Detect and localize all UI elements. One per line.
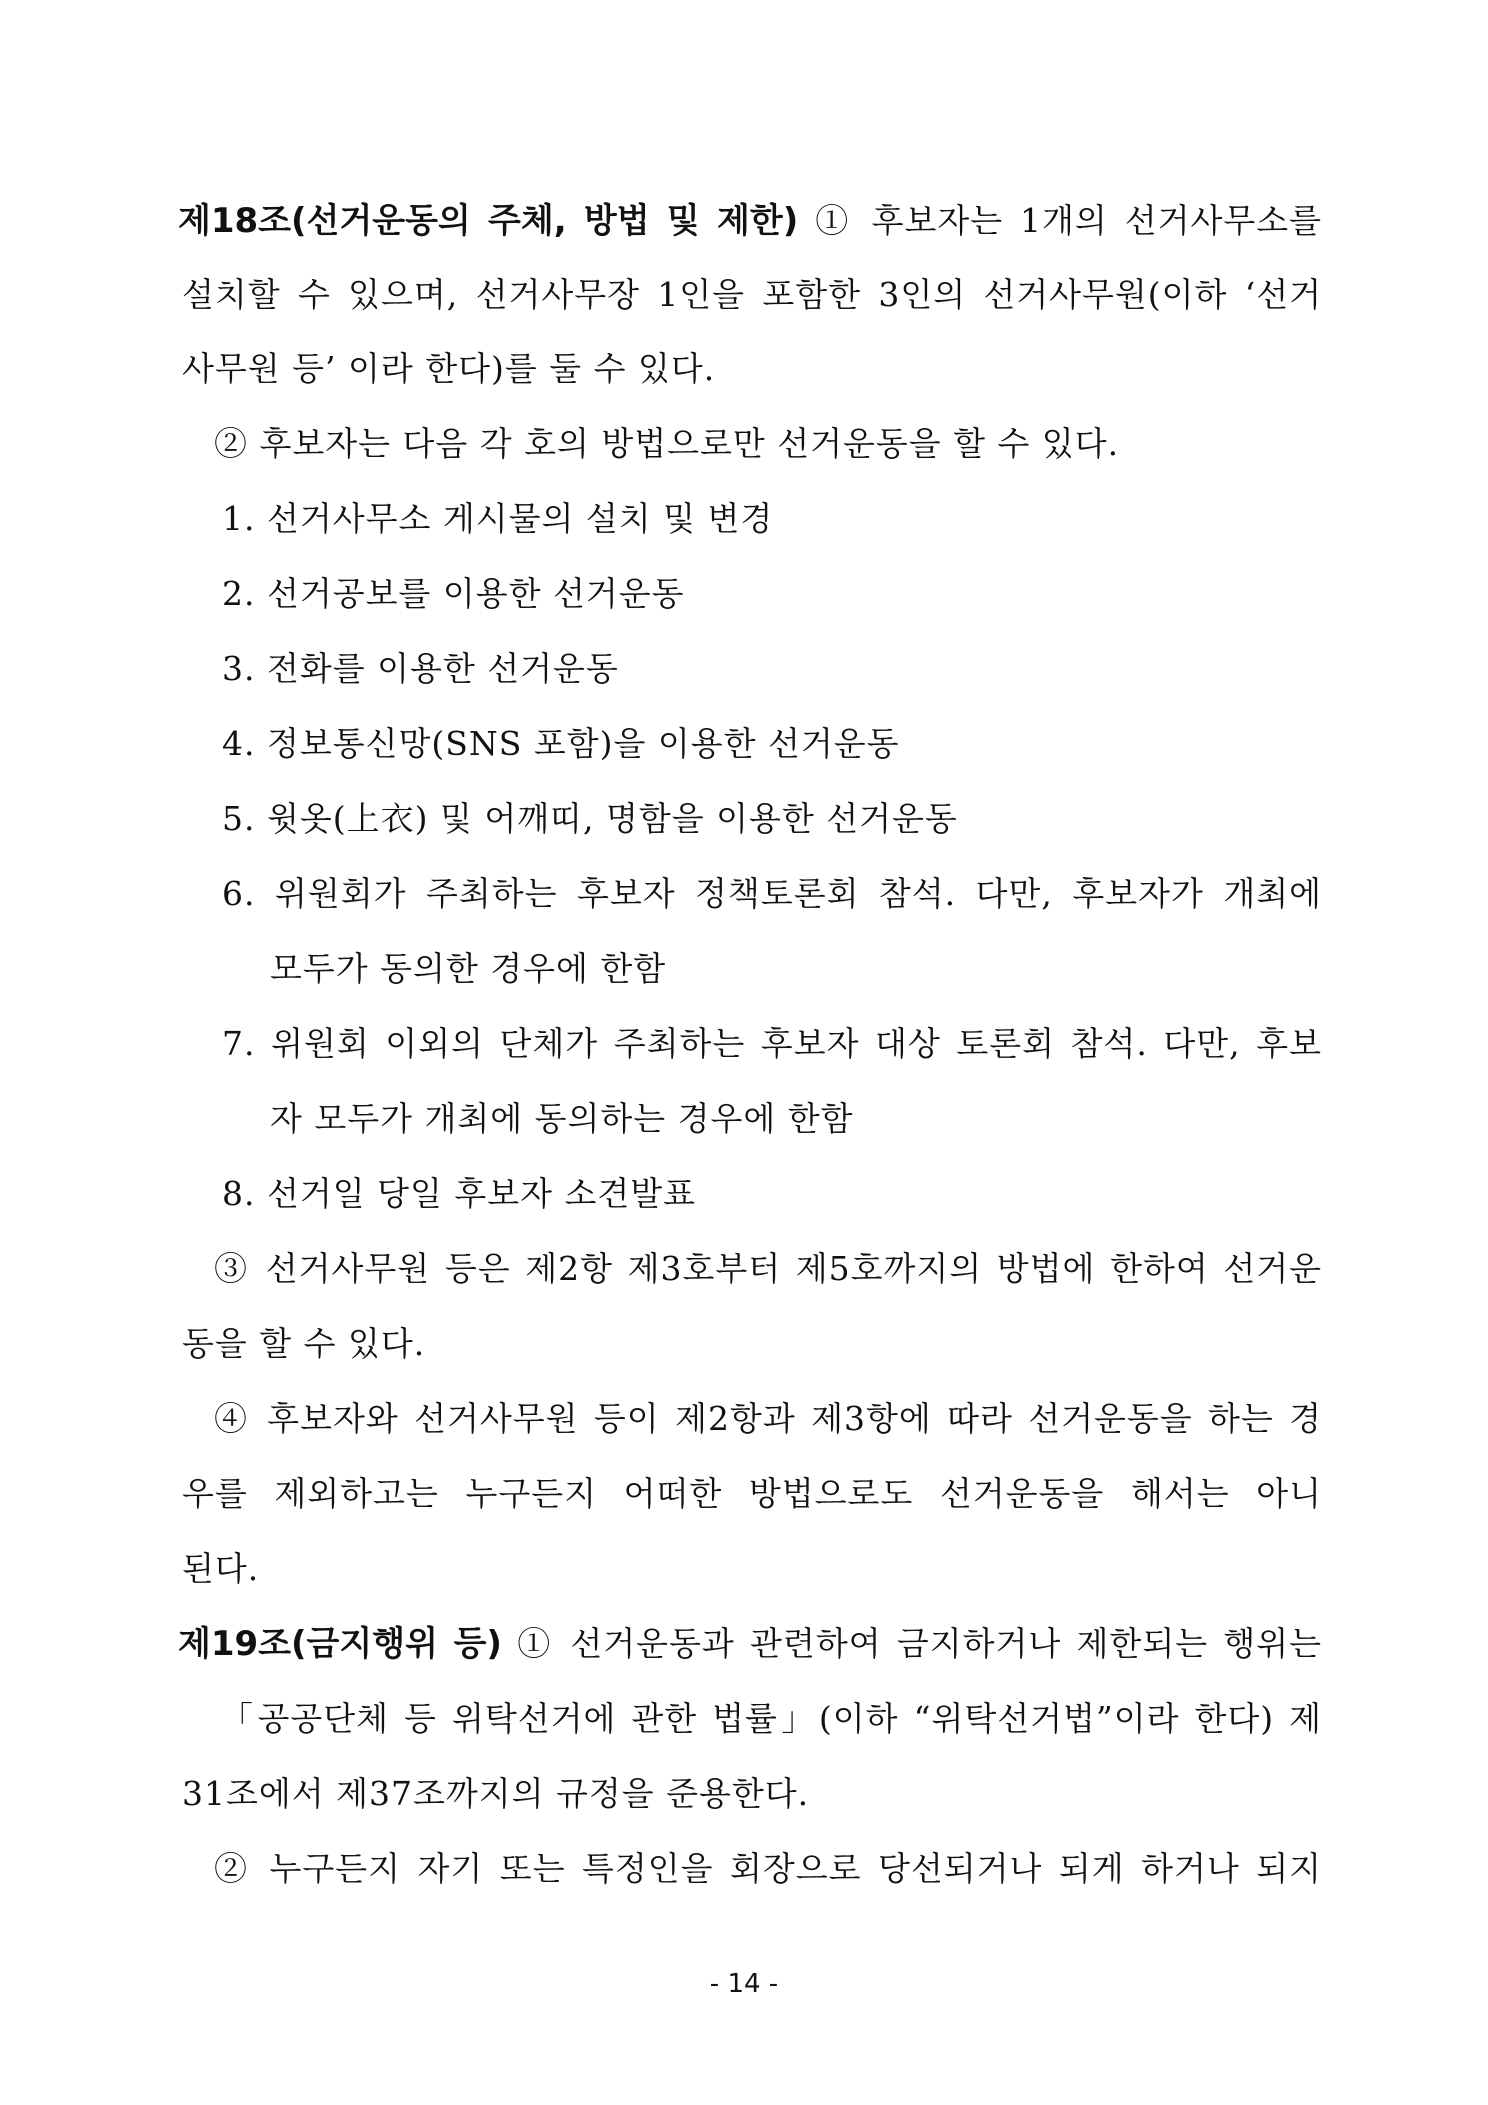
article-18-paragraph-4-line-2: 우를 제외하고는 누구든지 어떠한 방법으로도 선거운동을 해서는 아니 [182, 1474, 1322, 1513]
article-18-heading: 제18조(선거운동의 주체, 방법 및 제한) [178, 201, 799, 241]
list-item: 4. 정보통신망(SNS 포함)을 이용한 선거운동 [222, 724, 900, 763]
article-18-paragraph-1-start: ① 후보자는 1개의 선거사무소를 [815, 201, 1322, 240]
article-18-paragraph-1-line-2: 설치할 수 있으며, 선거사무장 1인을 포함한 3인의 선거사무원(이하 ‘선거 [182, 275, 1322, 314]
article-18-first-line [178, 201, 1322, 241]
article-18-paragraph-2: ② 후보자는 다음 각 호의 방법으로만 선거운동을 할 수 있다. [214, 424, 1120, 463]
list-item: 2. 선거공보를 이용한 선거운동 [222, 574, 685, 613]
article-19-paragraph-1-line-3: 31조에서 제37조까지의 규정을 준용한다. [182, 1774, 810, 1813]
list-item: 8. 선거일 당일 후보자 소견발표 [222, 1174, 696, 1213]
article-18-paragraph-1-line-3: 사무원 등’ 이라 한다)를 둘 수 있다. [182, 349, 716, 388]
page-number: - 14 - [709, 1969, 779, 1999]
article-19-first-line [178, 1624, 1322, 1664]
article-19-heading: 제19조(금지행위 등) [178, 1624, 502, 1664]
article-19-paragraph-2-line-1: ② 누구든지 자기 또는 특정인을 회장으로 당선되거나 되게 하거나 되지 [214, 1849, 1322, 1888]
article-18-paragraph-4-line-1: ④ 후보자와 선거사무원 등이 제2항과 제3항에 따라 선거운동을 하는 경 [214, 1399, 1322, 1438]
article-19-paragraph-1-start: ① 선거운동과 관련하여 금지하거나 제한되는 행위는 [517, 1624, 1322, 1663]
list-item: 3. 전화를 이용한 선거운동 [222, 649, 619, 688]
list-item-continuation: 자 모두가 개최에 동의하는 경우에 한함 [270, 1099, 854, 1138]
list-item: 1. 선거사무소 게시물의 설치 및 변경 [222, 499, 774, 538]
article-18-paragraph-3-line-2: 동을 할 수 있다. [182, 1324, 426, 1363]
list-item: 6. 위원회가 주최하는 후보자 정책토론회 참석. 다만, 후보자가 개최에 [222, 874, 1322, 913]
article-18-paragraph-3-line-1: ③ 선거사무원 등은 제2항 제3호부터 제5호까지의 방법에 한하여 선거운 [214, 1249, 1322, 1288]
list-item: 5. 윗옷(上衣) 및 어깨띠, 명함을 이용한 선거운동 [222, 799, 958, 838]
article-19-paragraph-1-line-2: 「공공단체 등 위탁선거에 관한 법률」(이하 “위탁선거법”이라 한다) 제 [220, 1699, 1322, 1738]
list-item-continuation: 모두가 동의한 경우에 한함 [270, 949, 667, 988]
article-18-paragraph-4-line-3: 된다. [182, 1549, 260, 1588]
list-item: 7. 위원회 이외의 단체가 주최하는 후보자 대상 토론회 참석. 다만, 후보 [222, 1024, 1322, 1063]
